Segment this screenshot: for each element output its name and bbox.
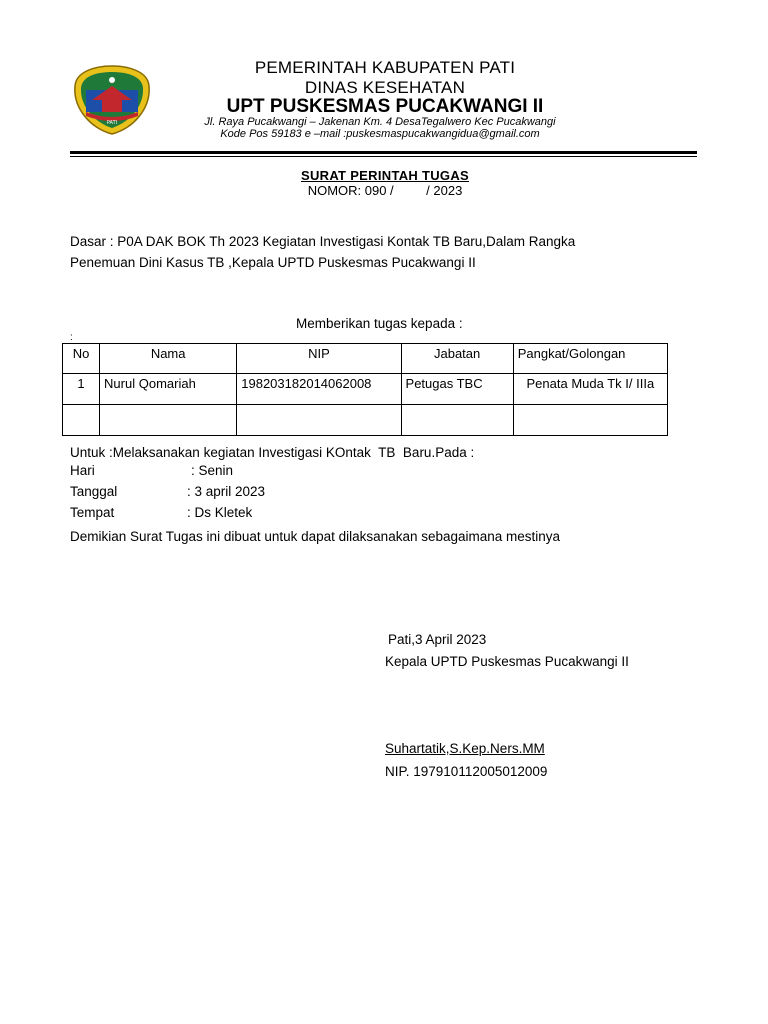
- letterhead-contact: Kode Pos 59183 e –mail :puskesmaspucakwangidua@gmail.com: [220, 128, 540, 140]
- date-label: Tanggal: [70, 484, 118, 499]
- letterhead-unit: UPT PUSKESMAS PUCAKWANGI II: [226, 96, 544, 117]
- letter-title: SURAT PERINTAH TUGAS: [300, 168, 470, 183]
- date-value: : 3 april 2023: [187, 484, 266, 499]
- cell-pangkat: Penata Muda Tk I/ IIIa: [513, 374, 667, 405]
- assignee-table: [62, 343, 668, 436]
- cell-jabatan: [401, 405, 513, 436]
- svg-text:PATI: PATI: [106, 120, 118, 126]
- cell-no: [63, 405, 100, 436]
- letter-number: NOMOR: 090 / / 2023: [307, 183, 463, 198]
- signature-place-date: Pati,3 April 2023: [388, 632, 487, 647]
- cell-pangkat: [513, 405, 667, 436]
- letterhead-department: DINAS KESEHATAN: [304, 78, 466, 97]
- table-row: [63, 405, 668, 436]
- signature-position: Kepala UPTD Puskesmas Pucakwangi II: [385, 654, 629, 669]
- purpose-text: Untuk :Melaksanakan kegiatan Investigasi KOntak TB Baru.Pada :: [70, 445, 475, 460]
- signature-nip: NIP. 197910112005012009: [385, 764, 548, 779]
- signature-name: Suhartatik,S.Kep.Ners.MM: [385, 741, 545, 756]
- assignment-intro: Memberikan tugas kepada :: [296, 316, 463, 331]
- letterhead-divider-thick: [70, 151, 697, 154]
- table-row: [63, 374, 668, 405]
- closing-statement: Demikian Surat Tugas ini dibuat untuk dapat dilaksanakan sebagaimana mestinya: [70, 529, 561, 544]
- header-pangkat: Pangkat/Golongan: [513, 344, 667, 374]
- cell-no: 1: [63, 374, 100, 405]
- day-label: Hari: [70, 463, 95, 478]
- cell-nama: Nurul Qomariah: [100, 374, 237, 405]
- header-no: No: [63, 344, 100, 374]
- table-header-row: [63, 344, 668, 374]
- place-value: : Ds Kletek: [187, 505, 253, 520]
- cell-jabatan: Petugas TBC: [401, 374, 513, 405]
- header-nip: NIP: [237, 344, 401, 374]
- place-label: Tempat: [70, 505, 115, 520]
- letterhead-address: Jl. Raya Pucakwangi – Jakenan Km. 4 DesaTegalwero Kec Pucakwangi: [204, 116, 556, 128]
- basis-paragraph: [70, 231, 690, 273]
- cell-nip: [237, 405, 401, 436]
- regency-emblem-icon: [72, 64, 152, 136]
- cell-nip: 198203182014062008: [237, 374, 401, 405]
- letterhead-government: PEMERINTAH KABUPATEN PATI: [254, 58, 516, 77]
- basis-line-2: Penemuan Dini Kasus TB ,Kepala UPTD Puskesmas Pucakwangi II: [70, 255, 476, 270]
- day-value: : Senin: [191, 463, 234, 478]
- header-jabatan: Jabatan: [401, 344, 513, 374]
- stray-colon: :: [70, 332, 73, 343]
- cell-nama: [100, 405, 237, 436]
- basis-line-1: Dasar : P0A DAK BOK Th 2023 Kegiatan Investigasi Kontak TB Baru,Dalam Rangka: [70, 234, 576, 249]
- letterhead-divider-thin: [70, 156, 697, 157]
- header-nama: Nama: [100, 344, 237, 374]
